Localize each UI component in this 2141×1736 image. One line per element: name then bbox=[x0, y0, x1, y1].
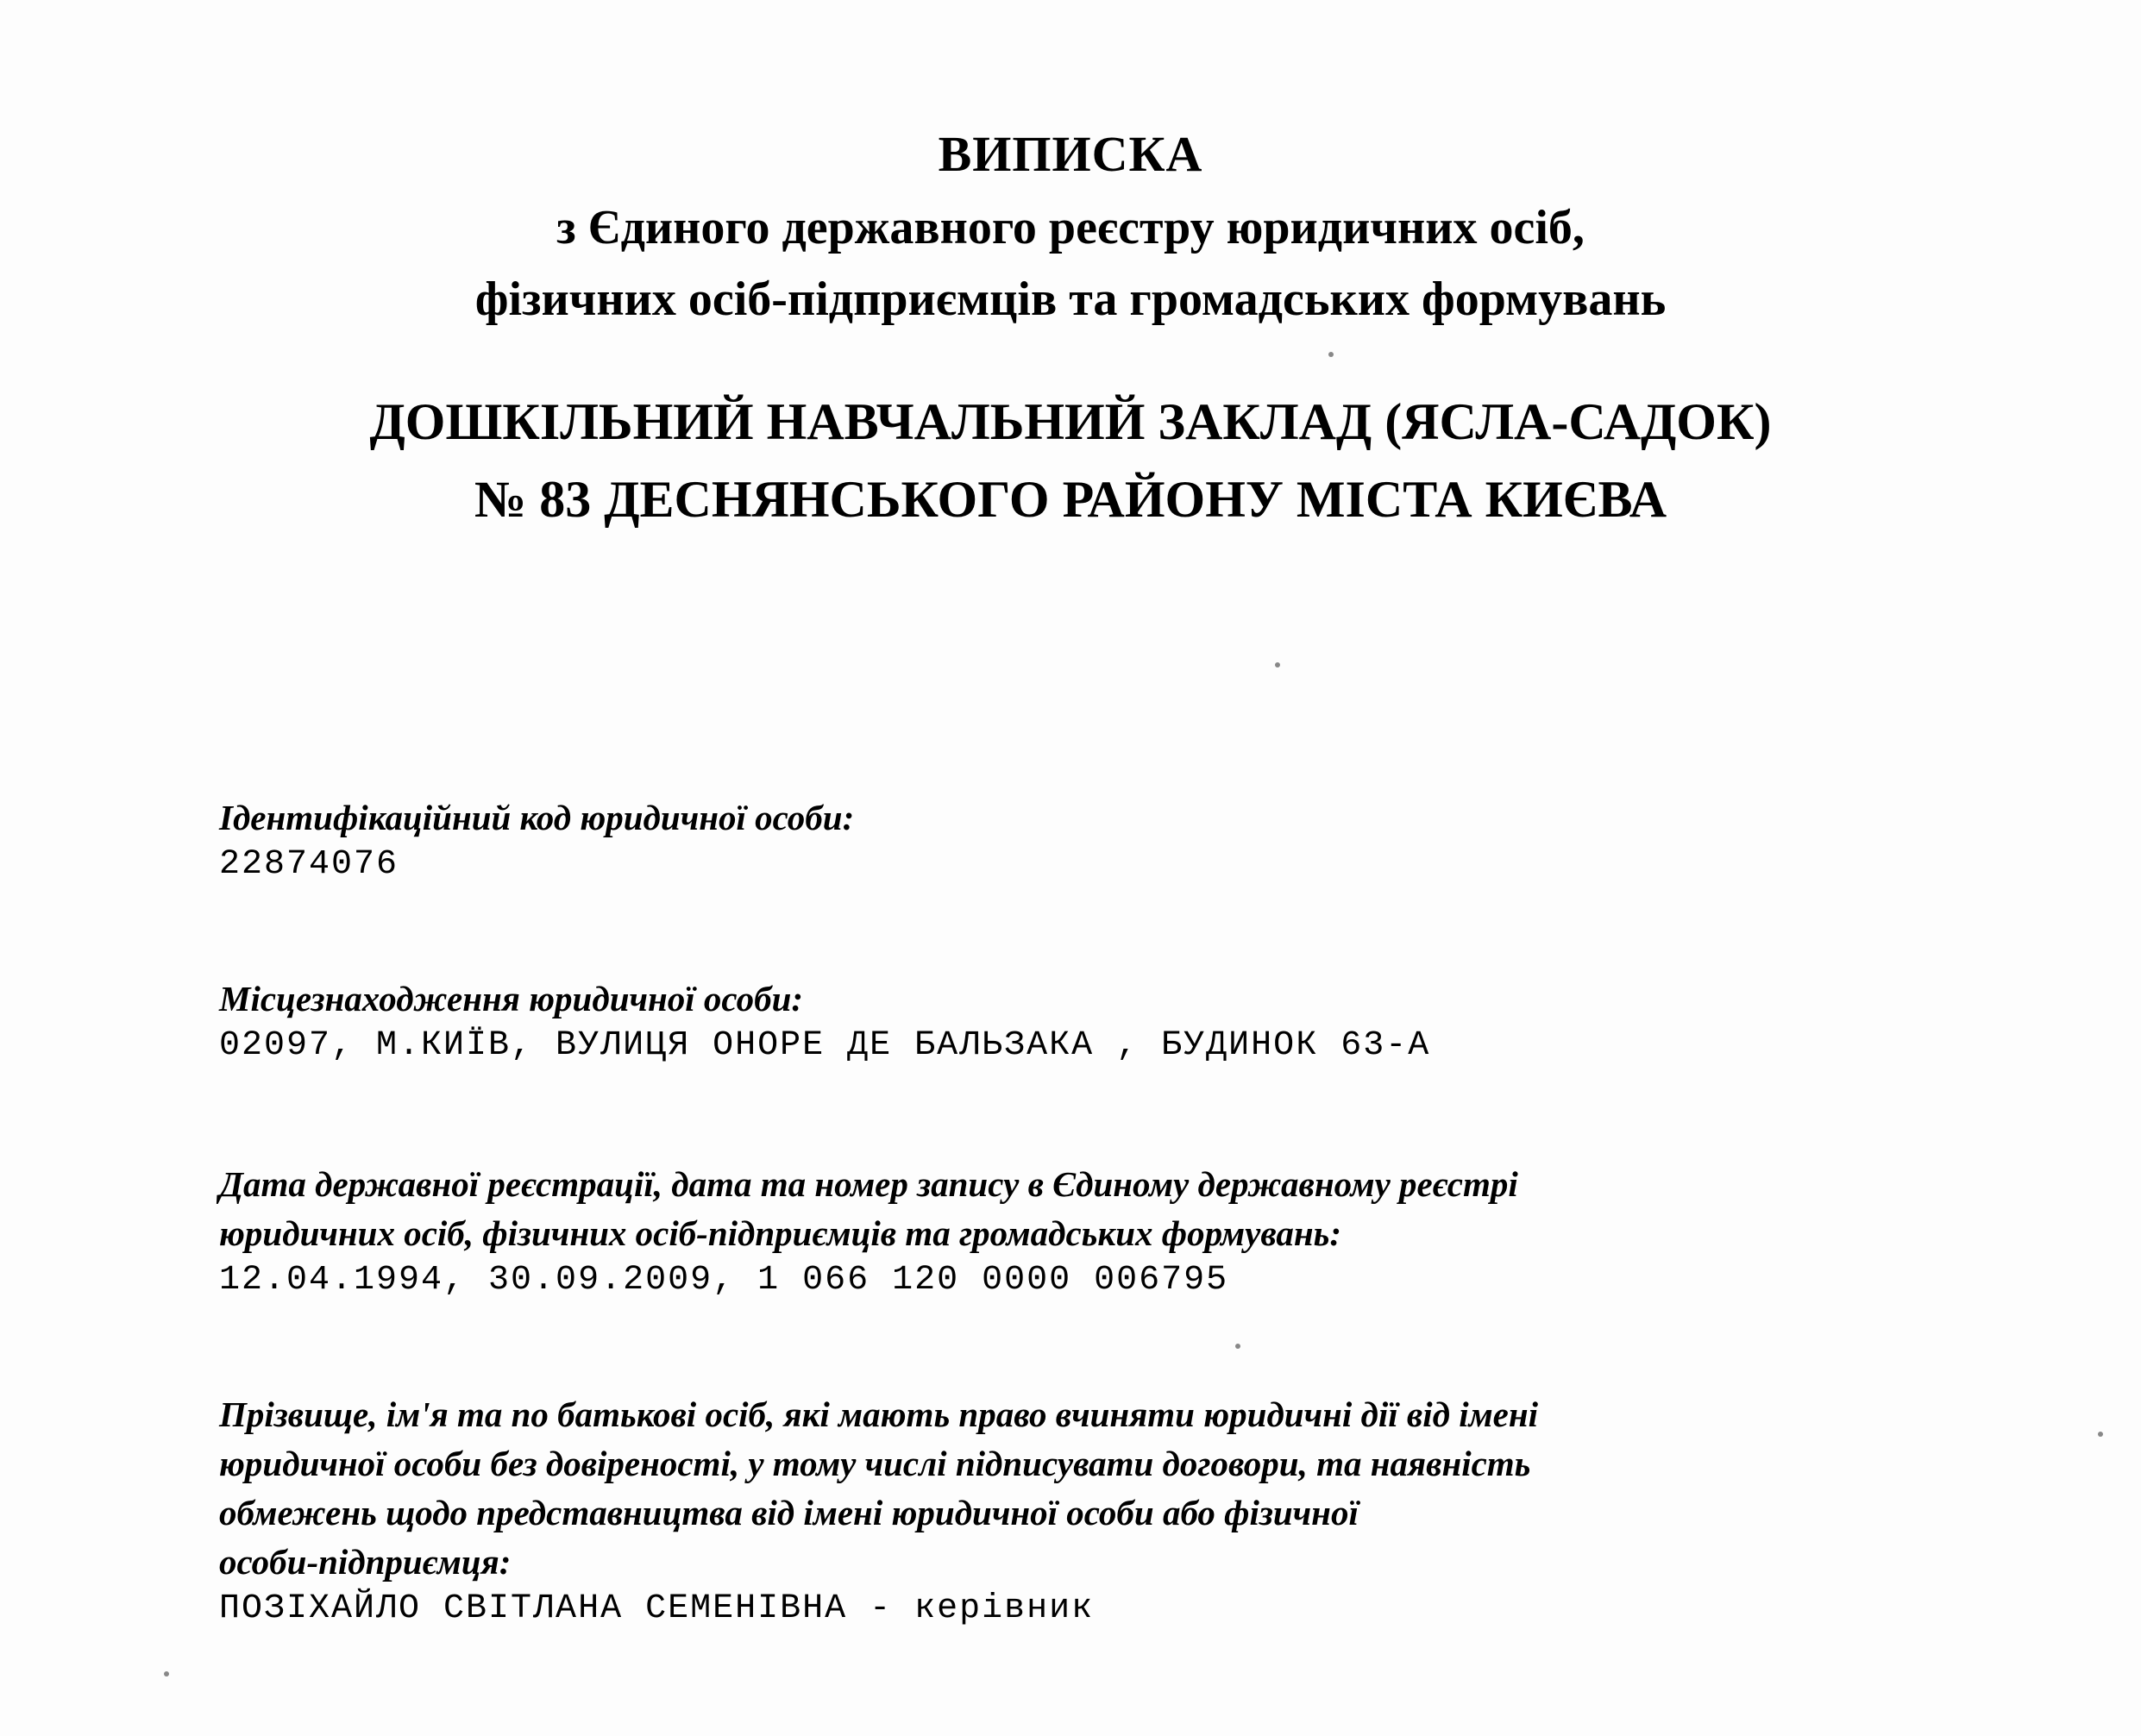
organization-name-line2: № 83 ДЕСНЯНСЬКОГО РАЙОНУ МІСТА КИЄВА bbox=[474, 471, 1667, 528]
registration-section bbox=[219, 1160, 1944, 1303]
authorized-persons-label-line1: Прізвище, ім'я та по батькові осіб, які мають право вчиняти юридичні дії від імені bbox=[219, 1394, 1539, 1434]
document-subtitle-line2: фізичних осіб-підприємців та громадських формувань bbox=[474, 273, 1667, 326]
location-section bbox=[219, 975, 1944, 1069]
document-title: ВИПИСКА bbox=[938, 126, 1203, 182]
authorized-persons-section bbox=[219, 1390, 1944, 1632]
registration-label-line2: юридичних осіб, фізичних осіб-підприємців та громадських формувань: bbox=[219, 1213, 1342, 1253]
identification-code-section bbox=[219, 793, 1944, 887]
location-value: 02097, М.КИЇВ, ВУЛИЦЯ ОНОРЕ ДЕ БАЛЬЗАКА , БУДИНОК 63-А bbox=[219, 1026, 1431, 1065]
authorized-persons-value: ПОЗІХАЙЛО СВІТЛАНА СЕМЕНІВНА - керівник bbox=[219, 1589, 1095, 1628]
identification-code-label: Ідентифікаційний код юридичної особи: bbox=[219, 798, 855, 837]
scan-speck bbox=[164, 1671, 169, 1676]
organization-name-line1: ДОШКІЛЬНИЙ НАВЧАЛЬНИЙ ЗАКЛАД (ЯСЛА-САДОК) bbox=[369, 393, 1772, 450]
authorized-persons-label-line2: юридичної особи без довіреності, у тому числі підписувати договори, та наявність bbox=[219, 1444, 1531, 1483]
document-subtitle-line1: з Єдиного державного реєстру юридичних осіб, bbox=[556, 201, 1585, 254]
location-label: Місцезнаходження юридичної особи: bbox=[219, 979, 804, 1018]
scan-speck bbox=[1328, 352, 1334, 357]
registration-label-line1: Дата державної реєстрації, дата та номер запису в Єдиному державному реєстрі bbox=[219, 1164, 1518, 1204]
scan-speck bbox=[2098, 1432, 2103, 1437]
identification-code-value: 22874076 bbox=[219, 845, 399, 884]
authorized-persons-label-line4: особи-підприємця: bbox=[219, 1542, 512, 1582]
scan-speck bbox=[1275, 662, 1280, 667]
registration-value: 12.04.1994, 30.09.2009, 1 066 120 0000 006795 bbox=[219, 1261, 1229, 1300]
scan-speck bbox=[1235, 1344, 1240, 1349]
authorized-persons-label-line3: обмежень щодо представництва від імені юридичної особи або фізичної bbox=[219, 1493, 1359, 1532]
